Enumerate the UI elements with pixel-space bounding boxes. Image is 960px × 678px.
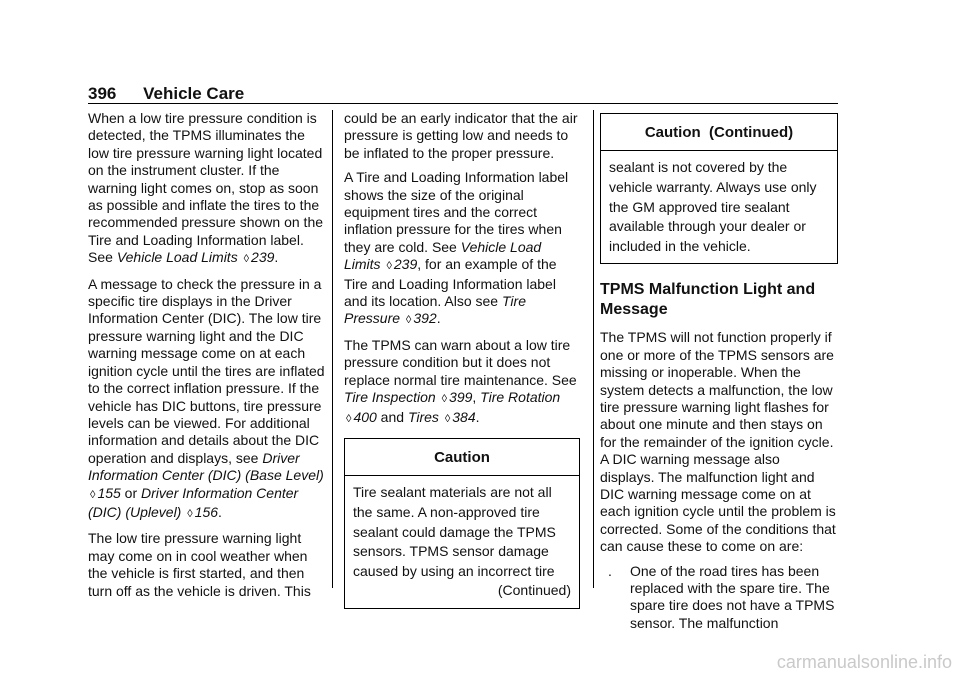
page-ref[interactable]: 156 <box>194 503 219 520</box>
xref-link[interactable]: Driver Information Center (DIC) (Base Level) <box>88 449 324 484</box>
section-title: Vehicle Care <box>143 84 245 103</box>
caution-box <box>344 438 580 609</box>
paragraph: A message to check the pressure in a specific tire displays in the Driver Information Center (DIC). The low tire pressure warning light and the DIC warning message come on at each ignition cycle until the tires are inflated to the correct inflation pressure. If the vehicle has DIC buttons, tire pressure levels can be viewed. For additional information and details about the DIC operation and displays, see Driver Information Center (DIC) (Base Level) ◊ 155 or Driver Information Center (DIC) (Uplevel) ◊ 156. <box>88 275 325 520</box>
column-3 <box>600 110 838 632</box>
section-heading: TPMS Malfunction Light and Message <box>600 281 816 319</box>
page-ref-arrow-icon: ◊ <box>90 488 96 501</box>
continued-label: (Continued) <box>497 582 571 599</box>
paragraph: could be an early indicator that the air pressure is getting low and needs to be inflated to the proper pressure. <box>344 110 578 161</box>
caution-title: Caution (Continued) <box>601 114 837 151</box>
column-divider-2 <box>593 110 594 588</box>
header-rule <box>88 103 838 104</box>
page-ref[interactable]: 392 <box>413 310 437 327</box>
column-divider-1 <box>332 110 333 588</box>
bullet-icon: . <box>608 562 612 579</box>
page-header <box>88 84 244 104</box>
xref-link[interactable]: Vehicle Load Limits <box>344 238 542 273</box>
paragraph: A Tire and Loading Information label shows the size of the original equipment tires and the correct inflation pressure for the tires when they are cold. See Vehicle Load Limits ◊ 239, for an example of the Tire and Loading Information label and its location. Also see Tire Pressure ◊ 392. <box>344 169 569 327</box>
paragraph: The low tire pressure warning light may come on in cool weather when the vehicle is first started, and then turn off as the vehicle is driven. This <box>88 530 311 599</box>
page-ref[interactable]: 239 <box>251 249 275 266</box>
page-ref[interactable]: 399 <box>449 389 473 406</box>
xref-link[interactable]: Driver Information Center (DIC) (Uplevel) <box>88 484 299 520</box>
page-ref[interactable]: 384 <box>452 408 476 425</box>
page-ref-arrow-icon: ◊ <box>405 314 412 327</box>
caution-title: Caution <box>345 439 579 476</box>
xref-link[interactable]: Tires <box>407 408 439 425</box>
caution-body: sealant is not covered by the vehicle warranty. Always use only the GM approved tire sealant available through your dealer or included in the vehicle. <box>609 159 817 254</box>
page-number: 396 <box>88 84 117 103</box>
page-ref-arrow-icon: ◊ <box>346 412 352 425</box>
page-ref[interactable]: 155 <box>97 484 121 501</box>
page-ref[interactable]: 400 <box>353 408 377 425</box>
xref-link[interactable]: Vehicle Load Limits <box>116 249 238 266</box>
page-ref-arrow-icon: ◊ <box>386 260 392 273</box>
paragraph: The TPMS will not function properly if one or more of the TPMS sensors are missing or inoperable. When the system detects a malfunction, the low tire pressure warning light flashes for about one minute and then stays on for the remainder of the ignition cycle. A DIC warning message also displays. The malfunction light and DIC warning message come on at each ignition cycle until the problem is corrected. Some of the conditions that can cause these to come on are: <box>600 329 836 555</box>
list-item: . One of the road tires has been replaced with the spare tire. The spare tire does not have a TPMS sensor. The malfunction <box>600 563 838 633</box>
paragraph: The TPMS can warn about a low tire pressure condition but it does not replace normal tire maintenance. See Tire Inspection ◊ 399, Tire Rotation ◊ 400 and Tires ◊ 384. <box>344 336 577 425</box>
caution-body: Tire sealant materials are not all the same. A non-approved tire sealant could damage the TPMS sensors. TPMS sensor damage caused by using an incorrect tire (Continued) <box>345 476 579 608</box>
page-ref-arrow-icon: ◊ <box>441 393 448 406</box>
xref-link[interactable]: Tire Pressure <box>344 293 526 327</box>
xref-link[interactable]: Tire Inspection <box>344 389 436 406</box>
xref-link[interactable]: Tire Rotation <box>480 389 561 406</box>
caution-box-continued <box>600 113 838 264</box>
column-1 <box>88 110 326 607</box>
page-ref-arrow-icon: ◊ <box>444 412 451 425</box>
page-ref-arrow-icon: ◊ <box>243 253 250 266</box>
page-ref-arrow-icon: ◊ <box>187 507 193 520</box>
watermark: carmanualsonline.info <box>776 652 952 672</box>
column-2 <box>344 110 580 609</box>
paragraph: When a low tire pressure condition is detected, the TPMS illuminates the low tire pressure warning light located on the instrument cluster. If the warning light comes on, stop as soon as possible and inflate the tires to the recommended pressure shown on the Tire and Loading Information label. See Vehicle Load Limits ◊ 239. <box>88 110 324 266</box>
page-ref[interactable]: 239 <box>393 256 418 273</box>
